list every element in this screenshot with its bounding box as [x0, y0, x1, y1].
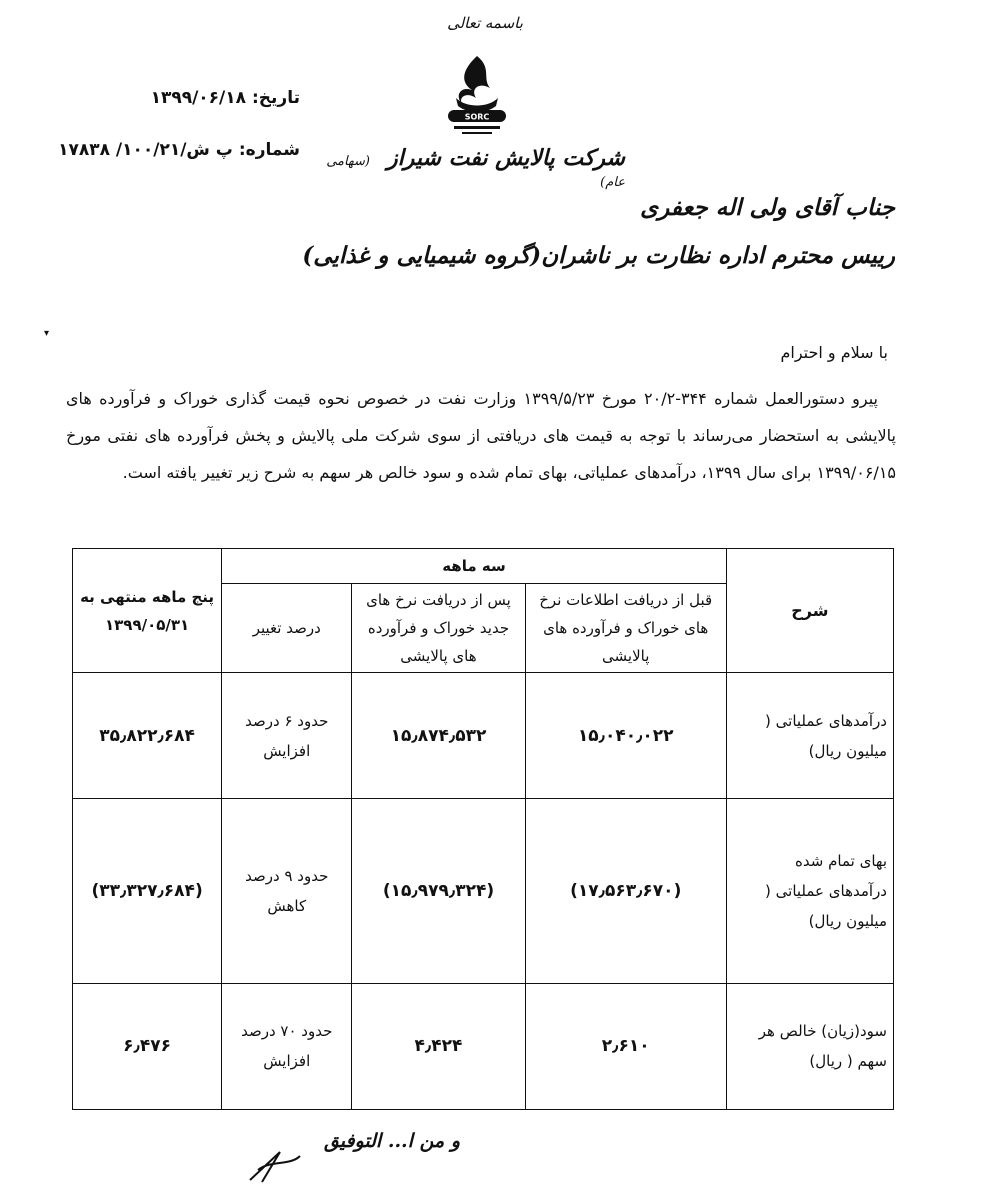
header-before: قبل از دریافت اطلاعات نرخ های خوراک و فرآورده های پالایشی [525, 584, 726, 673]
row-description: درآمدهای عملیاتی ( میلیون ریال) [726, 673, 893, 799]
row-five-month: ۳۵٫۸۲۲٫۶۸۴ [73, 673, 222, 799]
row-change: حدود ۹ درصد کاهش [222, 799, 352, 984]
header-change: درصد تغییر [222, 584, 352, 673]
row-description: سود(زیان) خالص هر سهم ( ریال) [726, 983, 893, 1109]
row-description: بهای تمام شده درآمدهای عملیاتی ( میلیون ریال) [726, 799, 893, 984]
row-after: ۱۵٫۸۷۴٫۵۳۲ [352, 673, 525, 799]
date-label: تاریخ: [252, 88, 300, 108]
logo-text: SORC [464, 112, 490, 122]
company-logo [432, 52, 522, 140]
number-label: شماره: [238, 140, 300, 160]
header-three-month: سه ماهه [222, 549, 727, 584]
body-paragraph: پیرو دستورالعمل شماره ۳۴۴-۲۰/۲ مورخ ۱۳۹۹/۵/۲۳ وزارت نفت در خصوص نحوه قیمت گذاری خوراک و فرآورده های پالایشی به استحضار می‌رساند با توجه به قیمت های دریافتی از سوی شرکت ملی پالایش و پخش فرآورده های نفتی مورخ ۱۳۹۹/۰۶/۱۵ برای سال ۱۳۹۹، درآمدهای عملیاتی، بهای تمام شده و سود خالص هر سهم به شرح زیر تغییر یافته است. [66, 389, 896, 482]
letter-body [66, 380, 896, 491]
closing-phrase: و من ا... التوفیق [323, 1130, 460, 1152]
company-line [325, 145, 625, 190]
basmala: باسمه تعالی [447, 14, 523, 32]
company-type: (سهامی عام) [326, 154, 625, 190]
row-five-month: (۳۳٫۳۲۷٫۶۸۴) [73, 799, 222, 984]
company-name: شرکت پالایش نفت شیراز [387, 145, 625, 171]
row-change: حدود ۷۰ درصد افزایش [222, 983, 352, 1109]
row-before: ۲٫۶۱۰ [525, 983, 726, 1109]
row-before: ۱۵٫۰۴۰٫۰۲۲ [525, 673, 726, 799]
flame-icon [459, 56, 490, 104]
table-row [73, 983, 894, 1109]
scan-mark: ▾ [44, 328, 50, 339]
table-header-row [73, 549, 894, 584]
row-after: (۱۵٫۹۷۹٫۳۲۴) [352, 799, 525, 984]
letter-number [55, 140, 300, 160]
financial-table [72, 548, 894, 1110]
date-value: ۱۳۹۹/۰۶/۱۸ [150, 88, 246, 108]
row-after: ۴٫۴۲۴ [352, 983, 525, 1109]
signature [240, 1130, 330, 1185]
row-change: حدود ۶ درصد افزایش [222, 673, 352, 799]
header-after: پس از دریافت نرخ های جدید خوراک و فرآورده های پالایشی [352, 584, 525, 673]
table-row [73, 799, 894, 984]
letter-date [130, 88, 300, 108]
number-value: پ ش/۱۰۰/۲۱/ ۱۷۸۳۸ [58, 140, 233, 160]
row-five-month: ۶٫۴۷۶ [73, 983, 222, 1109]
row-before: (۱۷٫۵۶۳٫۶۷۰) [525, 799, 726, 984]
recipient-title: رییس محترم اداره نظارت بر ناشران(گروه شیمیایی و غذایی) [302, 242, 895, 269]
table-row [73, 673, 894, 799]
greeting: با سلام و احترام [780, 343, 888, 362]
recipient-name: جناب آقای ولی اله جعفری [640, 194, 895, 221]
header-description: شرح [726, 549, 893, 673]
header-five-month: پنج ماهه منتهی به ۱۳۹۹/۰۵/۳۱ [73, 549, 222, 673]
